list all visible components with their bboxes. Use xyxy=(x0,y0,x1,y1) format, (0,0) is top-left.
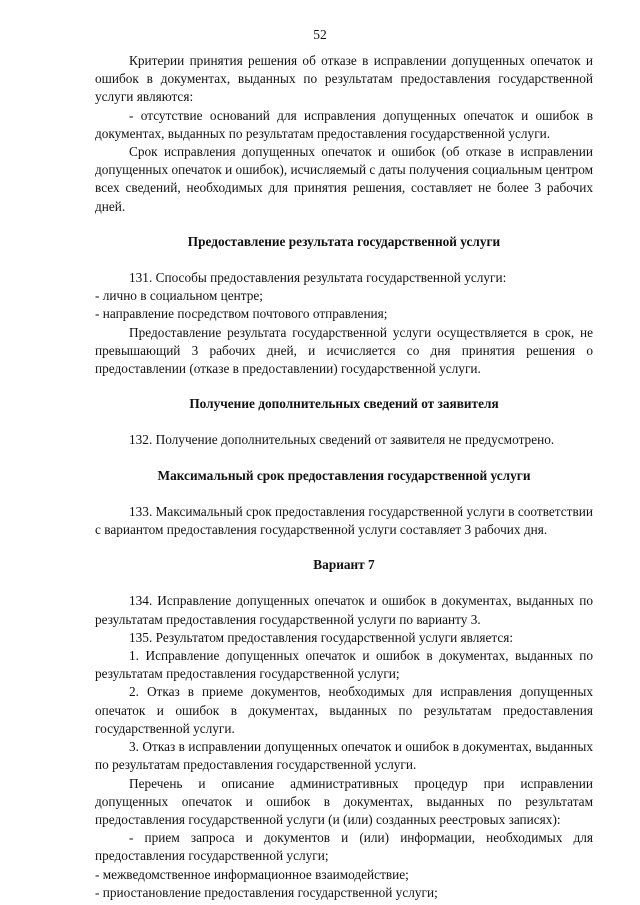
list-item-result-3: 3. Отказ в исправлении допущенных опечаток и ошибок в документах, выданных по результатам предоставления государственной услуги. xyxy=(95,739,593,773)
list-item-procedure-intake: - прием запроса и документов и (или) информации, необходимых для предоставления государственной услуги; xyxy=(95,830,593,864)
heading-max-term: Максимальный срок предоставления государственной услуги xyxy=(157,467,531,483)
paragraph-result-deadline: Предоставление результата государственной услуги осуществляется в срок, не превышающий 3 рабочих дней, и исчисляется со дня принятия решения о предоставлении (отказе в предоставлении) государственной услуги. xyxy=(95,324,593,377)
list-item-result-2: 2. Отказ в приеме документов, необходимых для исправления допущенных опечаток и ошибок в документах, выданных по результатам предоставления государственной услуги. xyxy=(95,684,593,736)
paragraph-135: 135. Результатом предоставления государственной услуги является: xyxy=(129,629,514,645)
list-item-procedure-interagency: - межведомственное информационное взаимодействие; xyxy=(95,866,409,882)
list-item-procedure-suspension: - приостановление предоставления государственной услуги; xyxy=(95,884,438,900)
paragraph-134: 134. Исправление допущенных опечаток и ошибок в документах, выданных по результатам предоставления государственной услуги по варианту 3. xyxy=(95,593,593,627)
paragraph-131: 131. Способы предоставления результата государственной услуги: xyxy=(129,270,507,286)
page-number: 52 xyxy=(313,27,327,42)
paragraph-correction-deadline: Срок исправления допущенных опечаток и ошибок (об отказе в исправлении допущенных опечаток и ошибок), исчисляемый с даты получения социальным центром всех сведений, необходимых для принятия решения, составляет не более 3 рабочих дней. xyxy=(95,144,594,214)
list-item-refusal-ground: - отсутствие оснований для исправления допущенных опечаток и ошибок в документах, выданных по результатам предоставления государственной услуги. xyxy=(95,107,593,141)
paragraph-refusal-criteria: Критерии принятия решения об отказе в исправлении допущенных опечаток и ошибок в документах, выданных по результатам предоставления государственной услуги являются: xyxy=(95,53,593,105)
document-body xyxy=(95,52,593,902)
list-item-result-1: 1. Исправление допущенных опечаток и ошибок в документах, выданных по результатам предоставления государственной услуги; xyxy=(95,648,593,682)
heading-additional-info: Получение дополнительных сведений от заявителя xyxy=(189,396,499,412)
list-item-by-mail: - направление посредством почтового отправления; xyxy=(95,306,388,322)
heading-result-delivery: Предоставление результата государственной услуги xyxy=(187,233,501,249)
list-item-in-person: - лично в социальном центре; xyxy=(95,288,263,304)
paragraph-procedures: Перечень и описание административных процедур при исправлении допущенных опечаток и ошибок в документах, выданных по результатам предоставления государственной услуги (и (или) созданных реестровых записях): xyxy=(95,775,593,827)
paragraph-132: 132. Получение дополнительных сведений от заявителя не предусмотрено. xyxy=(129,432,555,448)
paragraph-133: 133. Максимальный срок предоставления государственной услуги в соответствии с вариантом предоставления государственной услуги составляет 3 рабочих дня. xyxy=(95,503,593,538)
heading-variant-7: Вариант 7 xyxy=(313,557,375,573)
